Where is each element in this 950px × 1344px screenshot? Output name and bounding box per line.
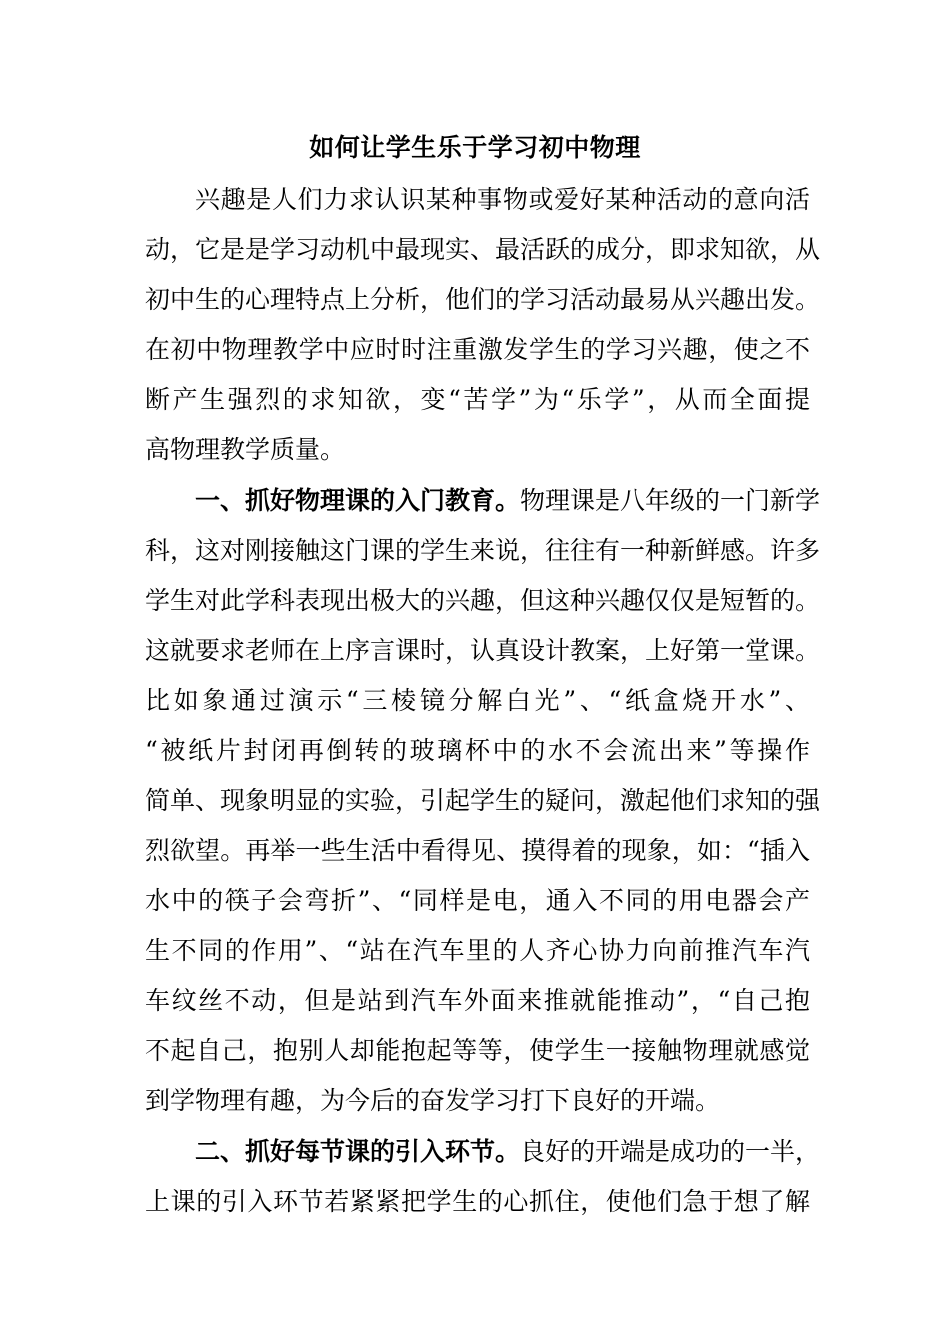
paragraph-2-line-11: 车纹丝不动，但是站到汽车外面来推就能推动”，“自己抱 (145, 986, 810, 1015)
paragraph-2-line-6: “被纸片封闭再倒转的玻璃杯中的水不会流出来”等操作 (145, 736, 810, 765)
paragraph-1-line-3: 初中生的心理特点上分析，他们的学习活动最易从兴趣出发。 (145, 285, 821, 314)
section-heading-2: 二、抓好每节课的引入环节。 (195, 1137, 521, 1166)
paragraph-2-line-7: 简单、现象明显的实验，引起学生的疑问，激起他们求知的强 (145, 786, 821, 815)
paragraph-2-line-2: 科，这对刚接触这门课的学生来说，往往有一种新鲜感。许多 (145, 536, 821, 565)
paragraph-2-line-1-text: 物理课是八年级的一门新学 (520, 486, 821, 515)
paragraph-2-line-4: 这就要求老师在上序言课时，认真设计教案，上好第一堂课。 (145, 636, 821, 665)
paragraph-2-line-1 (195, 481, 821, 521)
paragraph-1-line-2: 动，它是是学习动机中最现实、最活跃的成分，即求知欲，从 (145, 235, 821, 264)
paragraph-2-line-5: 比如象通过演示“三棱镜分解白光”、“纸盒烧开水”、 (145, 686, 810, 715)
paragraph-2-line-12: 不起自己，抱别人却能抱起等等，使学生一接触物理就感觉 (145, 1036, 810, 1065)
document-title: 如何让学生乐于学习初中物理 (309, 133, 641, 162)
paragraph-2-line-9: 水中的筷子会弯折”、“同样是电，通入不同的用电器会产 (145, 886, 810, 915)
paragraph-3-line-2: 上课的引入环节若紧紧把学生的心抓住，使他们急于想了解 (145, 1187, 810, 1216)
paragraph-1-line-4: 在初中物理教学中应时时注重激发学生的学习兴趣，使之不 (145, 335, 810, 364)
paragraph-2-line-13: 到学物理有趣，为今后的奋发学习打下良好的开端。 (145, 1086, 721, 1115)
paragraph-3-line-1 (195, 1132, 821, 1172)
paragraph-2-line-3: 学生对此学科表现出极大的兴趣，但这种兴趣仅仅是短暂的。 (145, 586, 821, 615)
paragraph-2-line-8: 烈欲望。再举一些生活中看得见、摸得着的现象，如：“插入 (145, 836, 810, 865)
paragraph-1-line-5: 断产生强烈的求知欲，变“苦学”为“乐学”，从而全面提 (145, 385, 810, 414)
section-heading-1: 一、抓好物理课的入门教育。 (195, 486, 521, 515)
paragraph-1-line-6: 高物理教学质量。 (145, 435, 346, 464)
paragraph-1-line-1: 兴趣是人们力求认识某种事物或爱好某种活动的意向活 (195, 185, 810, 214)
paragraph-3-line-1-text: 良好的开端是成功的一半， (520, 1137, 821, 1166)
paragraph-2-line-10: 生不同的作用”、“站在汽车里的人齐心协力向前推汽车汽 (145, 936, 810, 965)
